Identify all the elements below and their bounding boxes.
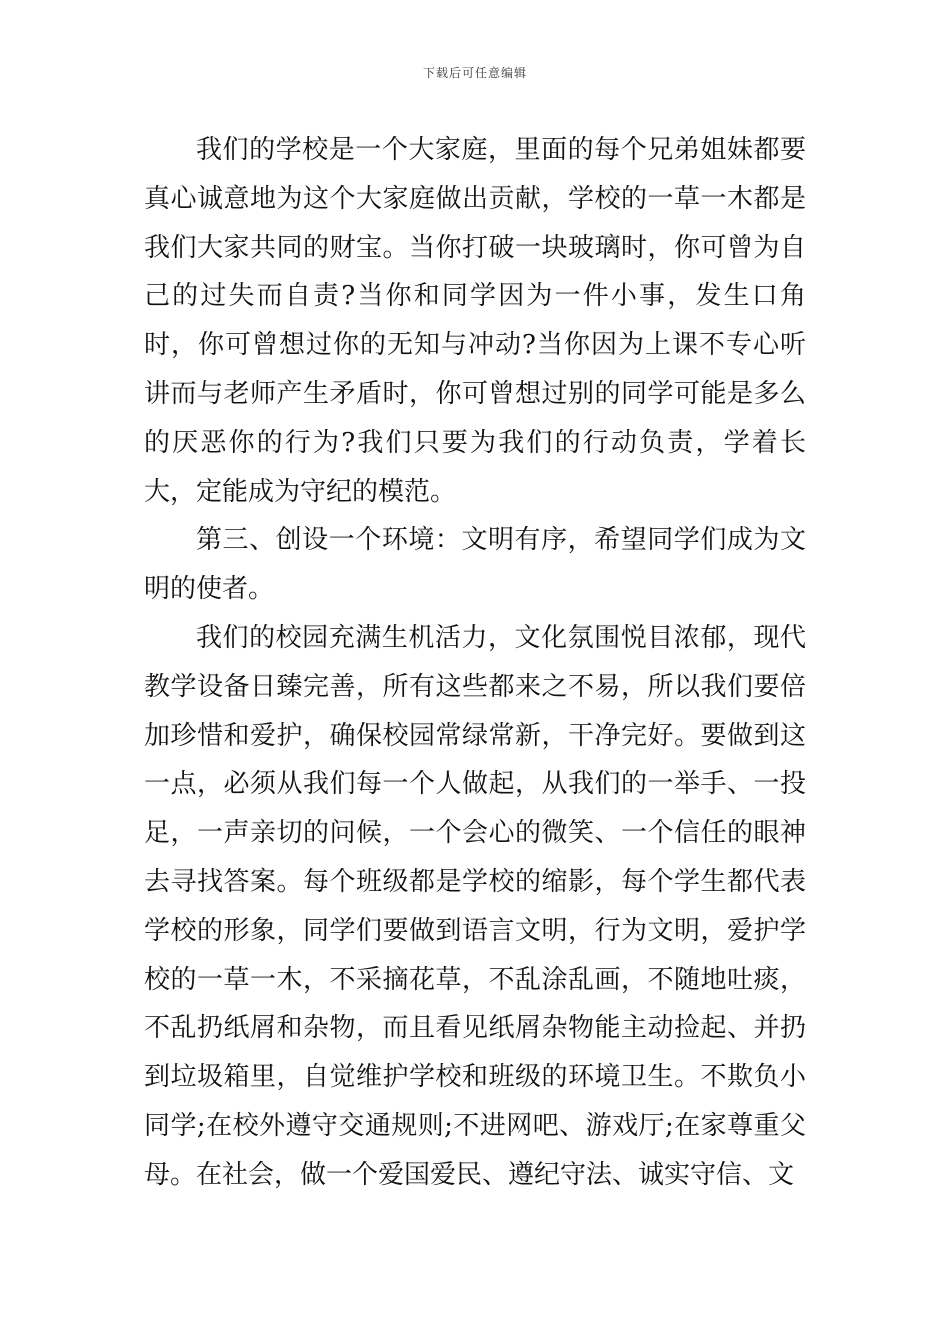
paragraph-third-point: 第三、创设一个环境：文明有序，希望同学们成为文明的使者。 xyxy=(144,525,806,605)
document-body xyxy=(144,126,806,1200)
paragraph-school-family: 我们的学校是一个大家庭，里面的每个兄弟姐妹都要真心诚意地为这个大家庭做出贡献，学校的一草一木都是我们大家共同的财宝。当你打破一块玻璃时，你可曾为自己的过失而自责?当你和同学因为一件小事，发生口角时，你可曾想过你的无知与冲动?当你因为上课不专心听讲而与老师产生矛盾时，你可曾想过别的同学可能是多么的厌恶你的行为?我们只要为我们的行动负责，学着长大，定能成为守纪的模范。 xyxy=(144,135,806,507)
paragraph-campus-civility: 我们的校园充满生机活力，文化氛围悦目浓郁，现代教学设备日臻完善，所有这些都来之不易，所以我们要倍加珍惜和爱护，确保校园常绿常新，干净完好。要做到这一点，必须从我们每一个人做起，从我们的一举手、一投足，一声亲切的问候，一个会心的微笑、一个信任的眼神去寻找答案。每个班级都是学校的缩影，每个学生都代表学校的形象，同学们要做到语言文明，行为文明，爱护学校的一草一木，不采摘花草，不乱涂乱画，不随地吐痰，不乱扔纸屑和杂物，而且看见纸屑杂物能主动捡起、并扔到垃圾箱里，自觉维护学校和班级的环境卫生。不欺负小同学;在校外遵守交通规则;不进网吧、游戏厅;在家尊重父母。在社会，做一个爱国爱民、遵纪守法、诚实守信、文 xyxy=(144,622,806,1190)
header-note: 下载后可任意编辑 xyxy=(422,66,527,80)
